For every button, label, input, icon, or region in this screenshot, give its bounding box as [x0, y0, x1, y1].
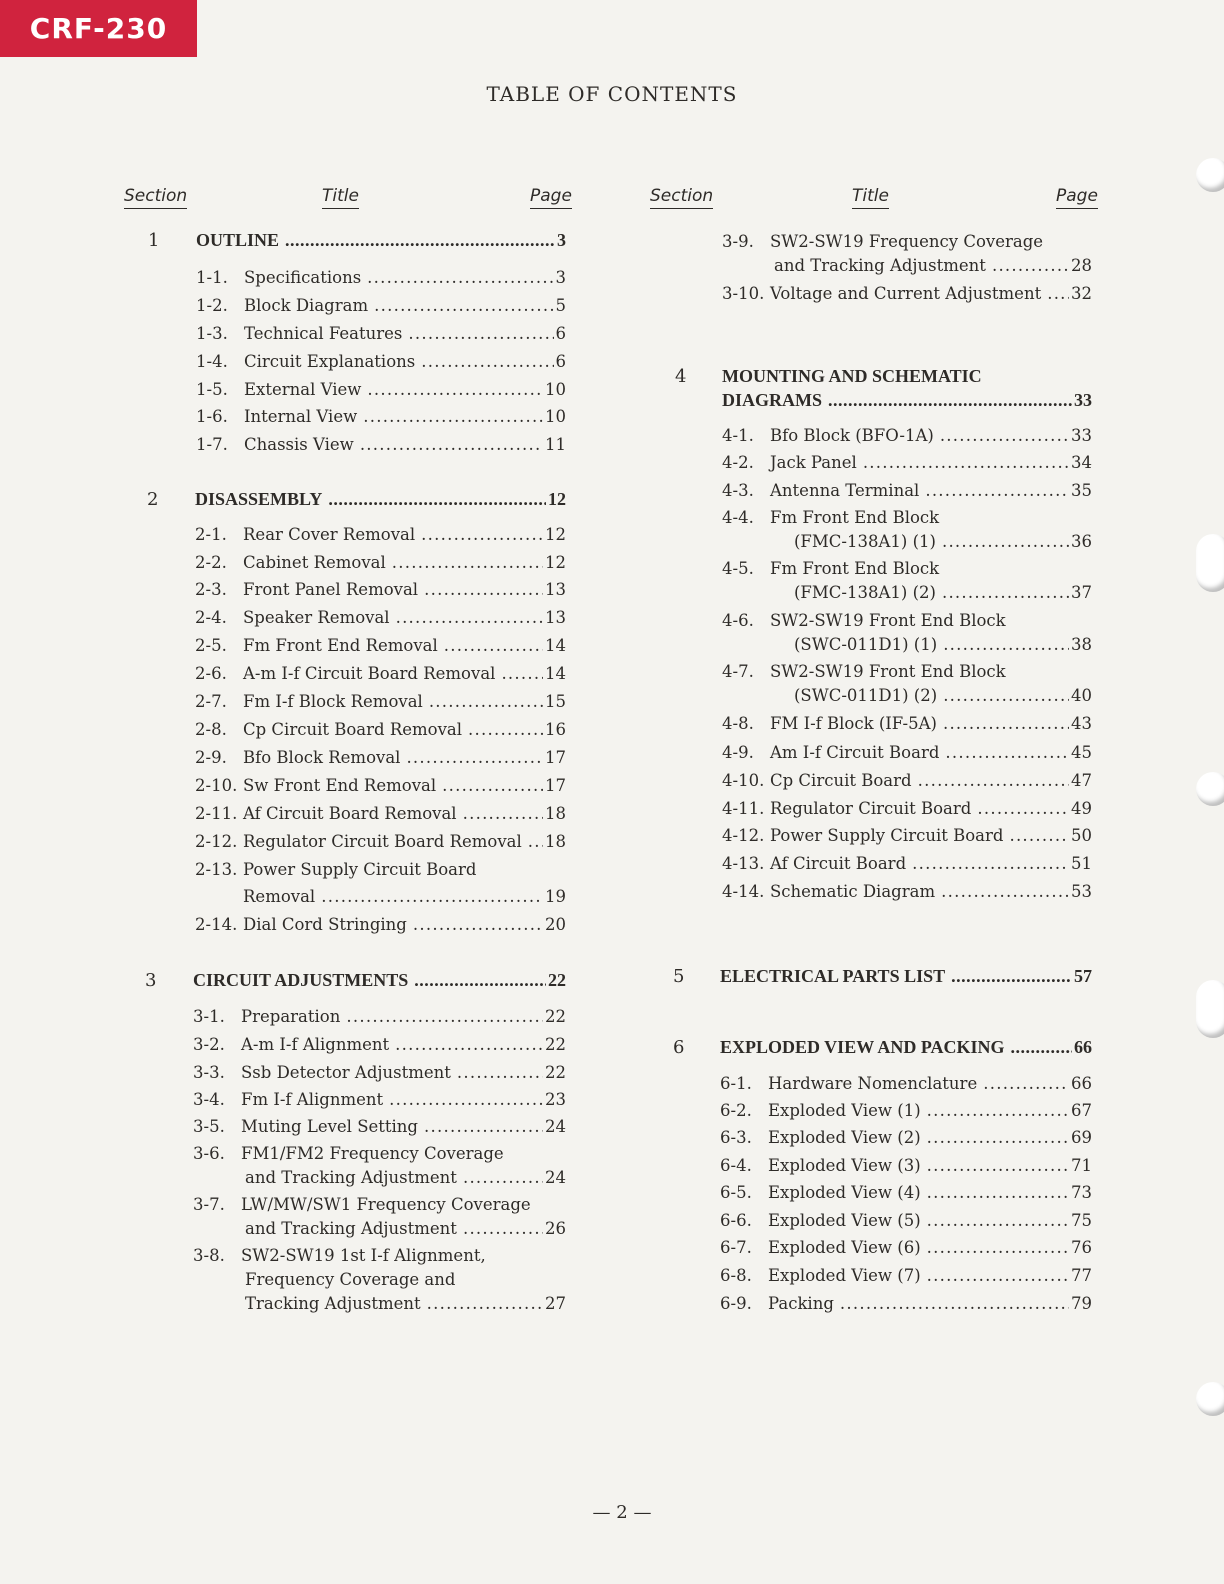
header-page-right: Page [1056, 186, 1098, 209]
entry-page: 51 [1071, 854, 1092, 873]
entry-number: 4-5. [722, 559, 754, 578]
entry-title-continued: and Tracking Adjustment [245, 1219, 457, 1238]
entry-title-continued: Tracking Adjustment [245, 1294, 421, 1313]
entry-number: 4-9. [722, 743, 754, 762]
toc-entry [195, 553, 566, 572]
entry-number: 3-1. [193, 1007, 225, 1026]
entry-page: 6 [555, 352, 566, 371]
toc-entry [722, 714, 1092, 733]
toc-entry [196, 380, 566, 399]
section-number: 5 [673, 966, 685, 987]
entry-page: 24 [545, 1117, 566, 1136]
entry-number: 3-10. [722, 284, 765, 303]
section-title-continued: DIAGRAMS [722, 390, 823, 410]
entry-page: 38 [1071, 635, 1092, 654]
toc-entry [720, 1128, 1092, 1147]
toc-entry [195, 580, 566, 599]
entry-title: Rear Cover Removal [243, 525, 416, 544]
toc-entry [195, 720, 566, 739]
section-heading [720, 966, 1092, 987]
entry-number: 6-3. [720, 1128, 752, 1147]
entry-page: 22 [545, 1063, 566, 1082]
section-number: 4 [675, 366, 687, 387]
entry-page: 18 [545, 832, 566, 851]
entry-page: 35 [1071, 481, 1092, 500]
entry-number: 2-13. [195, 860, 238, 879]
entry-page: 10 [545, 380, 566, 399]
entry-number: 1-4. [196, 352, 228, 371]
entry-number: 1-3. [196, 324, 228, 343]
entry-title: SW2-SW19 Frequency Coverage [770, 232, 1044, 251]
entry-number: 6-1. [720, 1074, 752, 1093]
section-heading [722, 366, 982, 387]
toc-entry [720, 1101, 1092, 1120]
toc-entry [193, 1117, 566, 1136]
entry-page: 24 [545, 1168, 566, 1187]
toc-entry [195, 692, 566, 711]
entry-page: 77 [1071, 1266, 1092, 1285]
toc-entry [722, 426, 1092, 445]
toc-entry [195, 860, 566, 879]
entry-title-continued: and Tracking Adjustment [774, 256, 986, 275]
punch-hole [1196, 158, 1224, 192]
entry-number: 3-6. [193, 1144, 225, 1163]
entry-title: Speaker Removal [243, 608, 390, 627]
entry-number: 1-1. [196, 268, 228, 287]
entry-page: 36 [1071, 532, 1092, 551]
entry-page: 6 [555, 324, 566, 343]
entry-title: Specifications [244, 268, 362, 287]
entry-title: Bfo Block Removal [243, 748, 401, 767]
toc-entry [196, 435, 566, 454]
entry-title: Technical Features [244, 324, 403, 343]
section-heading [196, 230, 566, 251]
entry-title: Fm Front End Block [770, 559, 940, 578]
toc-entry [720, 1074, 1092, 1093]
entry-title: Circuit Explanations [244, 352, 416, 371]
entry-title: Power Supply Circuit Board [770, 826, 1004, 845]
page-ref: 57 [1074, 966, 1092, 986]
toc-entry [722, 232, 1092, 251]
page-ref: 3 [557, 230, 566, 250]
entry-title: Front Panel Removal [243, 580, 419, 599]
section-heading [193, 970, 566, 991]
entry-title: Regulator Circuit Board [770, 799, 972, 818]
toc-entry [195, 748, 566, 767]
entry-number: 2-5. [195, 636, 227, 655]
header-section-right: Section [650, 186, 713, 209]
entry-page: 17 [545, 748, 566, 767]
toc-entry [720, 1211, 1092, 1230]
entry-number: 3-2. [193, 1035, 225, 1054]
entry-title: Power Supply Circuit Board [243, 860, 477, 879]
entry-page: 71 [1071, 1156, 1092, 1175]
entry-page: 11 [545, 435, 566, 454]
punch-hole [1196, 980, 1224, 1038]
toc-entry [722, 611, 1092, 630]
entry-number: 4-14. [722, 882, 765, 901]
entry-page: 16 [545, 720, 566, 739]
toc-entry [722, 453, 1092, 472]
entry-page: 19 [545, 887, 566, 906]
toc-entry-continuation [774, 256, 1092, 275]
toc-entry [193, 1246, 566, 1265]
toc-entry-continuation [794, 686, 1092, 705]
entry-title: A-m I-f Alignment [241, 1035, 390, 1054]
toc-entry-continuation [243, 887, 566, 906]
toc-entry-continuation [794, 532, 1092, 551]
toc-entry [195, 636, 566, 655]
toc-entry [720, 1156, 1092, 1175]
section-title: CIRCUIT ADJUSTMENTS [193, 970, 409, 990]
entry-page: 18 [545, 804, 566, 823]
entry-title: Internal View [244, 407, 358, 426]
toc-entry-continuation [245, 1168, 566, 1187]
entry-title: LW/MW/SW1 Frequency Coverage [241, 1195, 531, 1214]
entry-number: 4-2. [722, 453, 754, 472]
page-ref: 66 [1074, 1037, 1092, 1057]
entry-number: 2-14. [195, 915, 238, 934]
entry-page: 3 [555, 268, 566, 287]
entry-title: External View [244, 380, 362, 399]
entry-number: 1-5. [196, 380, 228, 399]
entry-title: Bfo Block (BFO-1A) [770, 426, 934, 445]
entry-number: 4-12. [722, 826, 765, 845]
entry-page: 12 [545, 525, 566, 544]
toc-entry [195, 804, 566, 823]
toc-entry [722, 854, 1092, 873]
toc-entry [720, 1266, 1092, 1285]
toc-entry [195, 776, 566, 795]
entry-title: Fm I-f Block Removal [243, 692, 423, 711]
section-number: 1 [148, 230, 160, 251]
entry-number: 4-13. [722, 854, 765, 873]
entry-title: Fm Front End Removal [243, 636, 438, 655]
header-page-left: Page [530, 186, 572, 209]
entry-page: 14 [545, 664, 566, 683]
page-title: TABLE OF CONTENTS [486, 82, 738, 106]
entry-title: Exploded View (6) [768, 1238, 921, 1257]
toc-entry-continuation [245, 1294, 566, 1313]
toc-entry-continuation [794, 635, 1092, 654]
section-heading-continued [722, 390, 1092, 411]
page-ref: 22 [548, 970, 566, 990]
entry-number: 2-10. [195, 776, 238, 795]
entry-page: 13 [545, 580, 566, 599]
entry-title: Antenna Terminal [770, 481, 920, 500]
entry-title: Voltage and Current Adjustment [770, 284, 1042, 303]
entry-title: Cabinet Removal [243, 553, 386, 572]
entry-title-continued: (SWC-011D1) (1) [794, 635, 938, 654]
toc-entry [720, 1294, 1092, 1313]
entry-number: 6-5. [720, 1183, 752, 1202]
entry-page: 20 [545, 915, 566, 934]
entry-page: 12 [545, 553, 566, 572]
entry-title: Schematic Diagram [770, 882, 936, 901]
entry-number: 6-2. [720, 1101, 752, 1120]
entry-title-continued: (FMC-138A1) (2) [794, 583, 936, 602]
entry-title: Muting Level Setting [241, 1117, 418, 1136]
entry-number: 3-7. [193, 1195, 225, 1214]
section-number: 3 [145, 970, 157, 991]
entry-title: Packing [768, 1294, 834, 1313]
toc-entry [722, 743, 1092, 762]
entry-page: 14 [545, 636, 566, 655]
entry-title: SW2-SW19 1st I-f Alignment, [241, 1246, 486, 1265]
entry-title: Chassis View [244, 435, 354, 454]
entry-page: 47 [1071, 771, 1092, 790]
toc-entry [195, 664, 566, 683]
section-number: 2 [147, 489, 159, 510]
entry-title: Hardware Nomenclature [768, 1074, 978, 1093]
page-number: — 2 — [592, 1502, 652, 1523]
toc-entry [722, 559, 1092, 578]
entry-page: 49 [1071, 799, 1092, 818]
entry-number: 1-6. [196, 407, 228, 426]
entry-page: 79 [1071, 1294, 1092, 1313]
entry-title: Exploded View (2) [768, 1128, 921, 1147]
entry-number: 4-1. [722, 426, 754, 445]
entry-page: 50 [1071, 826, 1092, 845]
entry-page: 73 [1071, 1183, 1092, 1202]
entry-number: 1-2. [196, 296, 228, 315]
punch-hole [1196, 1382, 1224, 1416]
entry-title: Block Diagram [244, 296, 369, 315]
toc-entry [196, 268, 566, 287]
toc-entry [195, 525, 566, 544]
entry-number: 3-5. [193, 1117, 225, 1136]
entry-number: 6-4. [720, 1156, 752, 1175]
entry-page: 37 [1071, 583, 1092, 602]
entry-title: Ssb Detector Adjustment [241, 1063, 451, 1082]
entry-page: 45 [1071, 743, 1092, 762]
toc-entry [195, 608, 566, 627]
toc-entry-continuation [794, 583, 1092, 602]
entry-number: 3-4. [193, 1090, 225, 1109]
entry-title: Af Circuit Board Removal [243, 804, 457, 823]
entry-number: 4-3. [722, 481, 754, 500]
entry-title-continued: Frequency Coverage and [245, 1270, 456, 1289]
entry-page: 34 [1071, 453, 1092, 472]
entry-page: 40 [1071, 686, 1092, 705]
entry-title: Preparation [241, 1007, 341, 1026]
entry-title-continued: Removal [243, 887, 316, 906]
entry-title: SW2-SW19 Front End Block [770, 611, 1006, 630]
entry-page: 28 [1071, 256, 1092, 275]
entry-title: Exploded View (7) [768, 1266, 921, 1285]
entry-title: Exploded View (4) [768, 1183, 921, 1202]
section-heading [195, 489, 566, 510]
entry-number: 2-12. [195, 832, 238, 851]
entry-number: 6-8. [720, 1266, 752, 1285]
entry-page: 53 [1071, 882, 1092, 901]
section-title: MOUNTING AND SCHEMATIC [722, 366, 982, 386]
section-title: OUTLINE [196, 230, 280, 250]
entry-title: Dial Cord Stringing [243, 915, 407, 934]
entry-page: 66 [1071, 1074, 1092, 1093]
toc-entry [196, 407, 566, 426]
entry-title: Exploded View (3) [768, 1156, 921, 1175]
entry-page: 26 [545, 1219, 566, 1238]
toc-entry [193, 1007, 566, 1026]
entry-title-continued: (SWC-011D1) (2) [794, 686, 938, 705]
section-title: EXPLODED VIEW AND PACKING [720, 1037, 1005, 1057]
toc-entry [722, 826, 1092, 845]
entry-title: Fm Front End Block [770, 508, 940, 527]
section-title: ELECTRICAL PARTS LIST [720, 966, 946, 986]
entry-number: 4-11. [722, 799, 765, 818]
toc-entry [193, 1144, 566, 1163]
entry-number: 4-6. [722, 611, 754, 630]
toc-entry [193, 1063, 566, 1082]
toc-entry [722, 882, 1092, 901]
entry-page: 22 [545, 1007, 566, 1026]
entry-number: 6-9. [720, 1294, 752, 1313]
entry-page: 13 [545, 608, 566, 627]
header-title-right: Title [852, 186, 889, 209]
toc-entry [722, 662, 1092, 681]
entry-page: 43 [1071, 714, 1092, 733]
entry-title: Cp Circuit Board [770, 771, 912, 790]
toc-entry [722, 284, 1092, 303]
entry-title: Fm I-f Alignment [241, 1090, 384, 1109]
entry-title: Exploded View (5) [768, 1211, 921, 1230]
entry-number: 4-8. [722, 714, 754, 733]
entry-number: 3-8. [193, 1246, 225, 1265]
entry-number: 4-10. [722, 771, 765, 790]
entry-title: SW2-SW19 Front End Block [770, 662, 1006, 681]
entry-number: 2-4. [195, 608, 227, 627]
entry-number: 2-11. [195, 804, 238, 823]
page-ref: 12 [548, 489, 566, 509]
entry-title: Cp Circuit Board Removal [243, 720, 463, 739]
toc-entry [722, 771, 1092, 790]
toc-entry [196, 352, 566, 371]
punch-hole [1196, 534, 1224, 592]
section-title: DISASSEMBLY [195, 489, 323, 509]
toc-entry-continuation [245, 1219, 566, 1238]
entry-number: 3-9. [722, 232, 754, 251]
entry-title-continued: and Tracking Adjustment [245, 1168, 457, 1187]
toc-entry [196, 324, 566, 343]
entry-number: 2-1. [195, 525, 227, 544]
entry-number: 6-7. [720, 1238, 752, 1257]
header-section-left: Section [124, 186, 187, 209]
entry-title: Jack Panel [770, 453, 857, 472]
entry-number: 2-2. [195, 553, 227, 572]
entry-page: 15 [545, 692, 566, 711]
entry-number: 2-3. [195, 580, 227, 599]
entry-page: 10 [545, 407, 566, 426]
page-ref: 33 [1074, 390, 1092, 410]
section-number: 6 [673, 1037, 685, 1058]
toc-entry [720, 1183, 1092, 1202]
entry-title-continued: (FMC-138A1) (1) [794, 532, 936, 551]
entry-number: 2-6. [195, 664, 227, 683]
entry-number: 6-6. [720, 1211, 752, 1230]
entry-page: 5 [555, 296, 566, 315]
entry-number: 4-4. [722, 508, 754, 527]
model-badge: CRF-230 [0, 0, 197, 57]
entry-page: 27 [545, 1294, 566, 1313]
entry-page: 17 [545, 776, 566, 795]
toc-entry [720, 1238, 1092, 1257]
entry-page: 69 [1071, 1128, 1092, 1147]
entry-number: 2-7. [195, 692, 227, 711]
entry-title: Sw Front End Removal [243, 776, 437, 795]
entry-page: 76 [1071, 1238, 1092, 1257]
entry-title: FM1/FM2 Frequency Coverage [241, 1144, 504, 1163]
toc-entry [196, 296, 566, 315]
entry-title: Af Circuit Board [770, 854, 907, 873]
entry-page: 22 [545, 1035, 566, 1054]
entry-page: 33 [1071, 426, 1092, 445]
entry-title: A-m I-f Circuit Board Removal [243, 664, 496, 683]
toc-entry [722, 799, 1092, 818]
toc-entry [722, 481, 1092, 500]
toc-entry [193, 1195, 566, 1214]
entry-title: Am I-f Circuit Board [770, 743, 940, 762]
entry-number: 2-9. [195, 748, 227, 767]
entry-title: Exploded View (1) [768, 1101, 921, 1120]
entry-page: 23 [545, 1090, 566, 1109]
section-heading [720, 1037, 1092, 1058]
entry-number: 1-7. [196, 435, 228, 454]
toc-entry [722, 508, 1092, 527]
entry-number: 4-7. [722, 662, 754, 681]
header-title-left: Title [322, 186, 359, 209]
entry-number: 2-8. [195, 720, 227, 739]
entry-title: Regulator Circuit Board Removal [243, 832, 522, 851]
entry-page: 75 [1071, 1211, 1092, 1230]
entry-title: FM I-f Block (IF-5A) [770, 714, 937, 733]
punch-hole [1196, 772, 1224, 806]
toc-entry [193, 1035, 566, 1054]
entry-page: 32 [1071, 284, 1092, 303]
toc-entry [195, 832, 566, 851]
toc-entry [195, 915, 566, 934]
entry-number: 3-3. [193, 1063, 225, 1082]
toc-entry [193, 1090, 566, 1109]
entry-page: 67 [1071, 1101, 1092, 1120]
